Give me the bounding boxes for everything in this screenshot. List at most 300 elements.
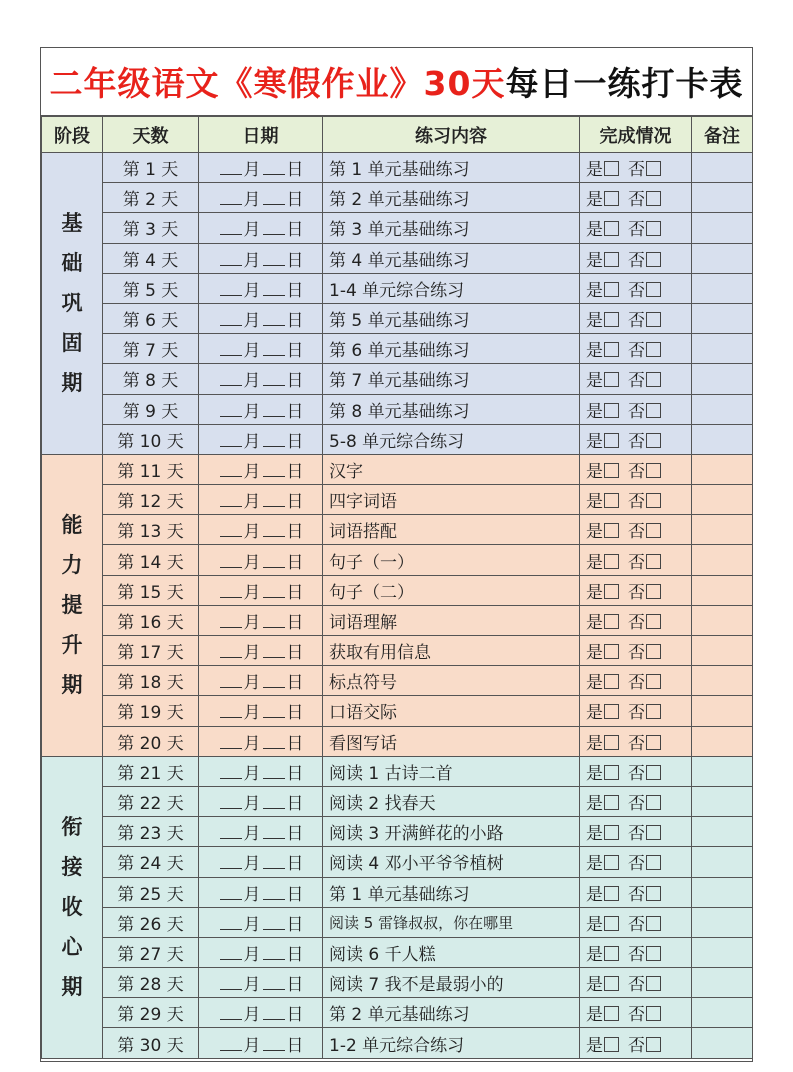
date-cell[interactable] xyxy=(199,273,323,303)
month-label: 月 xyxy=(243,311,261,332)
table-row xyxy=(42,485,753,515)
day-cell: 第 5 天 xyxy=(103,273,199,303)
day-label: 日 xyxy=(286,612,304,633)
month-label: 月 xyxy=(243,341,261,362)
phase-label-char: 础 xyxy=(61,251,83,276)
month-blank[interactable] xyxy=(220,794,242,809)
day-blank[interactable] xyxy=(263,794,285,809)
no-checkbox[interactable] xyxy=(646,403,661,418)
day-label: 日 xyxy=(286,914,304,935)
date-cell[interactable] xyxy=(199,696,323,726)
date-cell[interactable] xyxy=(199,756,323,786)
notes-cell[interactable] xyxy=(692,394,753,424)
exercise-content: 第 3 单元基础练习 xyxy=(323,213,580,243)
date-cell[interactable] xyxy=(199,968,323,998)
day-cell: 第 24 天 xyxy=(103,847,199,877)
day-blank[interactable] xyxy=(263,402,285,417)
no-checkbox[interactable] xyxy=(646,282,661,297)
no-checkbox[interactable] xyxy=(646,191,661,206)
date-cell[interactable] xyxy=(199,394,323,424)
yes-checkbox[interactable] xyxy=(604,765,619,780)
month-label: 月 xyxy=(243,673,261,694)
day-blank[interactable] xyxy=(263,281,285,296)
no-label: 否 xyxy=(628,914,645,935)
notes-cell[interactable] xyxy=(692,303,753,333)
date-cell[interactable] xyxy=(199,303,323,333)
month-blank[interactable] xyxy=(220,492,242,507)
day-blank[interactable] xyxy=(263,1005,285,1020)
month-blank[interactable] xyxy=(220,160,242,175)
month-label: 月 xyxy=(243,884,261,905)
yes-label: 是 xyxy=(586,582,603,603)
no-checkbox[interactable] xyxy=(646,252,661,267)
date-cell[interactable] xyxy=(199,153,323,183)
notes-cell[interactable] xyxy=(692,817,753,847)
yes-checkbox[interactable] xyxy=(604,855,619,870)
month-blank[interactable] xyxy=(220,613,242,628)
month-blank[interactable] xyxy=(220,341,242,356)
completion-cell xyxy=(580,877,692,907)
no-label: 否 xyxy=(628,794,645,815)
month-label: 月 xyxy=(243,1035,261,1056)
day-label: 日 xyxy=(286,280,304,301)
day-blank[interactable] xyxy=(263,734,285,749)
day-cell: 第 4 天 xyxy=(103,243,199,273)
yes-checkbox[interactable] xyxy=(604,825,619,840)
no-checkbox[interactable] xyxy=(646,886,661,901)
date-cell[interactable] xyxy=(199,575,323,605)
day-label: 日 xyxy=(286,160,304,181)
no-label: 否 xyxy=(628,1035,645,1056)
no-checkbox[interactable] xyxy=(646,765,661,780)
completion-cell xyxy=(580,605,692,635)
month-blank[interactable] xyxy=(220,945,242,960)
completion-cell xyxy=(580,273,692,303)
month-label: 月 xyxy=(243,944,261,965)
month-blank[interactable] xyxy=(220,915,242,930)
notes-cell[interactable] xyxy=(692,937,753,967)
completion-cell xyxy=(580,153,692,183)
day-blank[interactable] xyxy=(263,885,285,900)
notes-cell[interactable] xyxy=(692,183,753,213)
day-label: 日 xyxy=(286,190,304,211)
yes-checkbox[interactable] xyxy=(604,644,619,659)
month-label: 月 xyxy=(243,280,261,301)
notes-cell[interactable] xyxy=(692,847,753,877)
day-cell: 第 15 天 xyxy=(103,575,199,605)
date-cell[interactable] xyxy=(199,726,323,756)
day-cell: 第 22 天 xyxy=(103,786,199,816)
notes-cell[interactable] xyxy=(692,726,753,756)
month-label: 月 xyxy=(243,190,261,211)
day-cell: 第 2 天 xyxy=(103,183,199,213)
day-blank[interactable] xyxy=(263,462,285,477)
phase-label xyxy=(42,454,103,756)
notes-cell[interactable] xyxy=(692,454,753,484)
notes-cell[interactable] xyxy=(692,605,753,635)
date-cell[interactable] xyxy=(199,666,323,696)
day-blank[interactable] xyxy=(263,764,285,779)
day-blank[interactable] xyxy=(263,915,285,930)
day-blank[interactable] xyxy=(263,1036,285,1051)
day-blank[interactable] xyxy=(263,945,285,960)
no-checkbox[interactable] xyxy=(646,523,661,538)
day-cell: 第 13 天 xyxy=(103,515,199,545)
completion-cell xyxy=(580,666,692,696)
month-blank[interactable] xyxy=(220,522,242,537)
yes-label: 是 xyxy=(586,552,603,573)
no-checkbox[interactable] xyxy=(646,855,661,870)
exercise-content: 第 2 单元基础练习 xyxy=(323,183,580,213)
day-blank[interactable] xyxy=(263,160,285,175)
month-label: 月 xyxy=(243,612,261,633)
no-checkbox[interactable] xyxy=(646,825,661,840)
title-bar xyxy=(41,48,752,116)
notes-cell[interactable] xyxy=(692,1028,753,1058)
yes-checkbox[interactable] xyxy=(604,463,619,478)
date-cell[interactable] xyxy=(199,877,323,907)
day-cell: 第 28 天 xyxy=(103,968,199,998)
no-checkbox[interactable] xyxy=(646,372,661,387)
month-label: 月 xyxy=(243,794,261,815)
yes-checkbox[interactable] xyxy=(604,614,619,629)
no-checkbox[interactable] xyxy=(646,1006,661,1021)
notes-cell[interactable] xyxy=(692,515,753,545)
no-checkbox[interactable] xyxy=(646,161,661,176)
yes-checkbox[interactable] xyxy=(604,946,619,961)
day-cell: 第 27 天 xyxy=(103,937,199,967)
phase-label-char: 巩 xyxy=(61,291,83,316)
day-blank[interactable] xyxy=(263,824,285,839)
no-checkbox[interactable] xyxy=(646,674,661,689)
yes-checkbox[interactable] xyxy=(604,372,619,387)
phase-label-char: 心 xyxy=(61,935,83,960)
no-checkbox[interactable] xyxy=(646,795,661,810)
yes-checkbox[interactable] xyxy=(604,795,619,810)
completion-cell xyxy=(580,334,692,364)
notes-cell[interactable] xyxy=(692,153,753,183)
exercise-content: 第 5 单元基础练习 xyxy=(323,303,580,333)
date-cell[interactable] xyxy=(199,937,323,967)
table-row xyxy=(42,454,753,484)
notes-cell[interactable] xyxy=(692,273,753,303)
yes-checkbox[interactable] xyxy=(604,735,619,750)
yes-checkbox[interactable] xyxy=(604,252,619,267)
month-blank[interactable] xyxy=(220,854,242,869)
month-blank[interactable] xyxy=(220,764,242,779)
notes-cell[interactable] xyxy=(692,907,753,937)
no-checkbox[interactable] xyxy=(646,463,661,478)
exercise-content: 阅读 6 千人糕 xyxy=(323,937,580,967)
no-checkbox[interactable] xyxy=(646,493,661,508)
yes-label: 是 xyxy=(586,612,603,633)
day-blank[interactable] xyxy=(263,432,285,447)
month-blank[interactable] xyxy=(220,371,242,386)
month-blank[interactable] xyxy=(220,1005,242,1020)
no-checkbox[interactable] xyxy=(646,554,661,569)
table-row xyxy=(42,998,753,1028)
date-cell[interactable] xyxy=(199,183,323,213)
yes-checkbox[interactable] xyxy=(604,674,619,689)
table-row xyxy=(42,153,753,183)
no-checkbox[interactable] xyxy=(646,946,661,961)
notes-cell[interactable] xyxy=(692,636,753,666)
day-blank[interactable] xyxy=(263,854,285,869)
notes-cell[interactable] xyxy=(692,968,753,998)
month-blank[interactable] xyxy=(220,402,242,417)
yes-checkbox[interactable] xyxy=(604,403,619,418)
no-label: 否 xyxy=(628,311,645,332)
yes-checkbox[interactable] xyxy=(604,886,619,901)
exercise-content: 第 2 单元基础练习 xyxy=(323,998,580,1028)
notes-cell[interactable] xyxy=(692,696,753,726)
day-label: 日 xyxy=(286,582,304,603)
month-blank[interactable] xyxy=(220,281,242,296)
yes-checkbox[interactable] xyxy=(604,191,619,206)
yes-checkbox[interactable] xyxy=(604,584,619,599)
month-blank[interactable] xyxy=(220,734,242,749)
completion-cell xyxy=(580,545,692,575)
date-cell[interactable] xyxy=(199,847,323,877)
no-label: 否 xyxy=(628,280,645,301)
phase-label xyxy=(42,756,103,1058)
day-blank[interactable] xyxy=(263,673,285,688)
day-cell: 第 10 天 xyxy=(103,424,199,454)
date-cell[interactable] xyxy=(199,998,323,1028)
no-label: 否 xyxy=(628,160,645,181)
month-blank[interactable] xyxy=(220,703,242,718)
yes-checkbox[interactable] xyxy=(604,282,619,297)
date-cell[interactable] xyxy=(199,636,323,666)
day-cell: 第 11 天 xyxy=(103,454,199,484)
exercise-content: 口语交际 xyxy=(323,696,580,726)
no-label: 否 xyxy=(628,461,645,482)
notes-cell[interactable] xyxy=(692,213,753,243)
yes-label: 是 xyxy=(586,944,603,965)
exercise-content: 阅读 7 我不是最弱小的 xyxy=(323,968,580,998)
date-cell[interactable] xyxy=(199,545,323,575)
no-label: 否 xyxy=(628,733,645,754)
day-blank[interactable] xyxy=(263,975,285,990)
exercise-content: 四字词语 xyxy=(323,485,580,515)
date-cell[interactable] xyxy=(199,1028,323,1058)
yes-label: 是 xyxy=(586,160,603,181)
day-blank[interactable] xyxy=(263,522,285,537)
day-blank[interactable] xyxy=(263,311,285,326)
day-blank[interactable] xyxy=(263,553,285,568)
month-blank[interactable] xyxy=(220,673,242,688)
day-blank[interactable] xyxy=(263,251,285,266)
day-blank[interactable] xyxy=(263,643,285,658)
table-row xyxy=(42,364,753,394)
no-checkbox[interactable] xyxy=(646,221,661,236)
month-label: 月 xyxy=(243,733,261,754)
day-blank[interactable] xyxy=(263,220,285,235)
day-blank[interactable] xyxy=(263,703,285,718)
day-label: 日 xyxy=(286,1005,304,1026)
day-blank[interactable] xyxy=(263,341,285,356)
date-cell[interactable] xyxy=(199,605,323,635)
yes-checkbox[interactable] xyxy=(604,221,619,236)
day-cell: 第 30 天 xyxy=(103,1028,199,1058)
yes-label: 是 xyxy=(586,250,603,271)
no-checkbox[interactable] xyxy=(646,614,661,629)
day-blank[interactable] xyxy=(263,190,285,205)
table-row xyxy=(42,213,753,243)
no-checkbox[interactable] xyxy=(646,976,661,991)
notes-cell[interactable] xyxy=(692,545,753,575)
no-checkbox[interactable] xyxy=(646,704,661,719)
notes-cell[interactable] xyxy=(692,575,753,605)
date-cell[interactable] xyxy=(199,485,323,515)
table-row xyxy=(42,907,753,937)
yes-label: 是 xyxy=(586,522,603,543)
day-label: 日 xyxy=(286,341,304,362)
no-checkbox[interactable] xyxy=(646,1037,661,1052)
table-row xyxy=(42,1028,753,1058)
exercise-content: 词语搭配 xyxy=(323,515,580,545)
yes-label: 是 xyxy=(586,854,603,875)
table-row xyxy=(42,545,753,575)
yes-checkbox[interactable] xyxy=(604,704,619,719)
no-checkbox[interactable] xyxy=(646,312,661,327)
exercise-content: 词语理解 xyxy=(323,605,580,635)
no-label: 否 xyxy=(628,250,645,271)
completion-cell xyxy=(580,454,692,484)
date-cell[interactable] xyxy=(199,424,323,454)
month-blank[interactable] xyxy=(220,643,242,658)
exercise-content: 第 1 单元基础练习 xyxy=(323,877,580,907)
table-row xyxy=(42,726,753,756)
completion-cell xyxy=(580,696,692,726)
yes-checkbox[interactable] xyxy=(604,433,619,448)
month-blank[interactable] xyxy=(220,251,242,266)
date-cell[interactable] xyxy=(199,515,323,545)
no-checkbox[interactable] xyxy=(646,342,661,357)
day-label: 日 xyxy=(286,854,304,875)
day-label: 日 xyxy=(286,824,304,845)
yes-checkbox[interactable] xyxy=(604,523,619,538)
completion-cell xyxy=(580,847,692,877)
exercise-content: 1-4 单元综合练习 xyxy=(323,273,580,303)
date-cell[interactable] xyxy=(199,213,323,243)
month-blank[interactable] xyxy=(220,885,242,900)
month-label: 月 xyxy=(243,975,261,996)
notes-cell[interactable] xyxy=(692,485,753,515)
phase-label-char: 升 xyxy=(61,633,83,658)
yes-label: 是 xyxy=(586,914,603,935)
yes-checkbox[interactable] xyxy=(604,342,619,357)
month-blank[interactable] xyxy=(220,220,242,235)
exercise-content: 1-2 单元综合练习 xyxy=(323,1028,580,1058)
notes-cell[interactable] xyxy=(692,998,753,1028)
month-blank[interactable] xyxy=(220,462,242,477)
yes-checkbox[interactable] xyxy=(604,312,619,327)
completion-cell xyxy=(580,183,692,213)
no-checkbox[interactable] xyxy=(646,584,661,599)
month-blank[interactable] xyxy=(220,311,242,326)
month-blank[interactable] xyxy=(220,190,242,205)
notes-cell[interactable] xyxy=(692,786,753,816)
day-cell: 第 7 天 xyxy=(103,334,199,364)
completion-cell xyxy=(580,485,692,515)
date-cell[interactable] xyxy=(199,817,323,847)
date-cell[interactable] xyxy=(199,334,323,364)
notes-cell[interactable] xyxy=(692,756,753,786)
completion-cell xyxy=(580,243,692,273)
month-blank[interactable] xyxy=(220,553,242,568)
notes-cell[interactable] xyxy=(692,243,753,273)
notes-cell[interactable] xyxy=(692,666,753,696)
yes-checkbox[interactable] xyxy=(604,1037,619,1052)
table-row xyxy=(42,968,753,998)
date-cell[interactable] xyxy=(199,243,323,273)
month-label: 月 xyxy=(243,401,261,422)
no-checkbox[interactable] xyxy=(646,735,661,750)
month-blank[interactable] xyxy=(220,1036,242,1051)
date-cell[interactable] xyxy=(199,907,323,937)
no-checkbox[interactable] xyxy=(646,433,661,448)
notes-cell[interactable] xyxy=(692,877,753,907)
checkin-sheet xyxy=(40,47,753,1062)
day-blank[interactable] xyxy=(263,492,285,507)
yes-checkbox[interactable] xyxy=(604,161,619,176)
yes-checkbox[interactable] xyxy=(604,493,619,508)
phase-label-char: 衔 xyxy=(61,815,83,840)
month-label: 月 xyxy=(243,914,261,935)
date-cell[interactable] xyxy=(199,786,323,816)
yes-label: 是 xyxy=(586,824,603,845)
no-checkbox[interactable] xyxy=(646,916,661,931)
month-label: 月 xyxy=(243,643,261,664)
date-cell[interactable] xyxy=(199,454,323,484)
month-blank[interactable] xyxy=(220,583,242,598)
date-cell[interactable] xyxy=(199,364,323,394)
notes-cell[interactable] xyxy=(692,334,753,364)
yes-checkbox[interactable] xyxy=(604,976,619,991)
exercise-content: 阅读 5 雷锋叔叔，你在哪里 xyxy=(323,907,580,937)
no-label: 否 xyxy=(628,975,645,996)
phase-label-char: 期 xyxy=(61,371,83,396)
header-content: 练习内容 xyxy=(323,117,580,153)
month-blank[interactable] xyxy=(220,432,242,447)
header-date: 日期 xyxy=(199,117,323,153)
exercise-content: 汉字 xyxy=(323,454,580,484)
month-blank[interactable] xyxy=(220,975,242,990)
title-black-part: 每日一练打卡表 xyxy=(505,64,744,103)
notes-cell[interactable] xyxy=(692,424,753,454)
no-label: 否 xyxy=(628,552,645,573)
yes-checkbox[interactable] xyxy=(604,1006,619,1021)
day-blank[interactable] xyxy=(263,371,285,386)
notes-cell[interactable] xyxy=(692,364,753,394)
month-blank[interactable] xyxy=(220,824,242,839)
no-checkbox[interactable] xyxy=(646,644,661,659)
phase-label-char: 提 xyxy=(61,593,83,618)
no-label: 否 xyxy=(628,431,645,452)
yes-label: 是 xyxy=(586,371,603,392)
day-blank[interactable] xyxy=(263,613,285,628)
yes-label: 是 xyxy=(586,703,603,724)
yes-checkbox[interactable] xyxy=(604,916,619,931)
exercise-content: 句子（一） xyxy=(323,545,580,575)
no-label: 否 xyxy=(628,673,645,694)
day-cell: 第 23 天 xyxy=(103,817,199,847)
table-row xyxy=(42,786,753,816)
yes-checkbox[interactable] xyxy=(604,554,619,569)
table-row xyxy=(42,575,753,605)
day-blank[interactable] xyxy=(263,583,285,598)
